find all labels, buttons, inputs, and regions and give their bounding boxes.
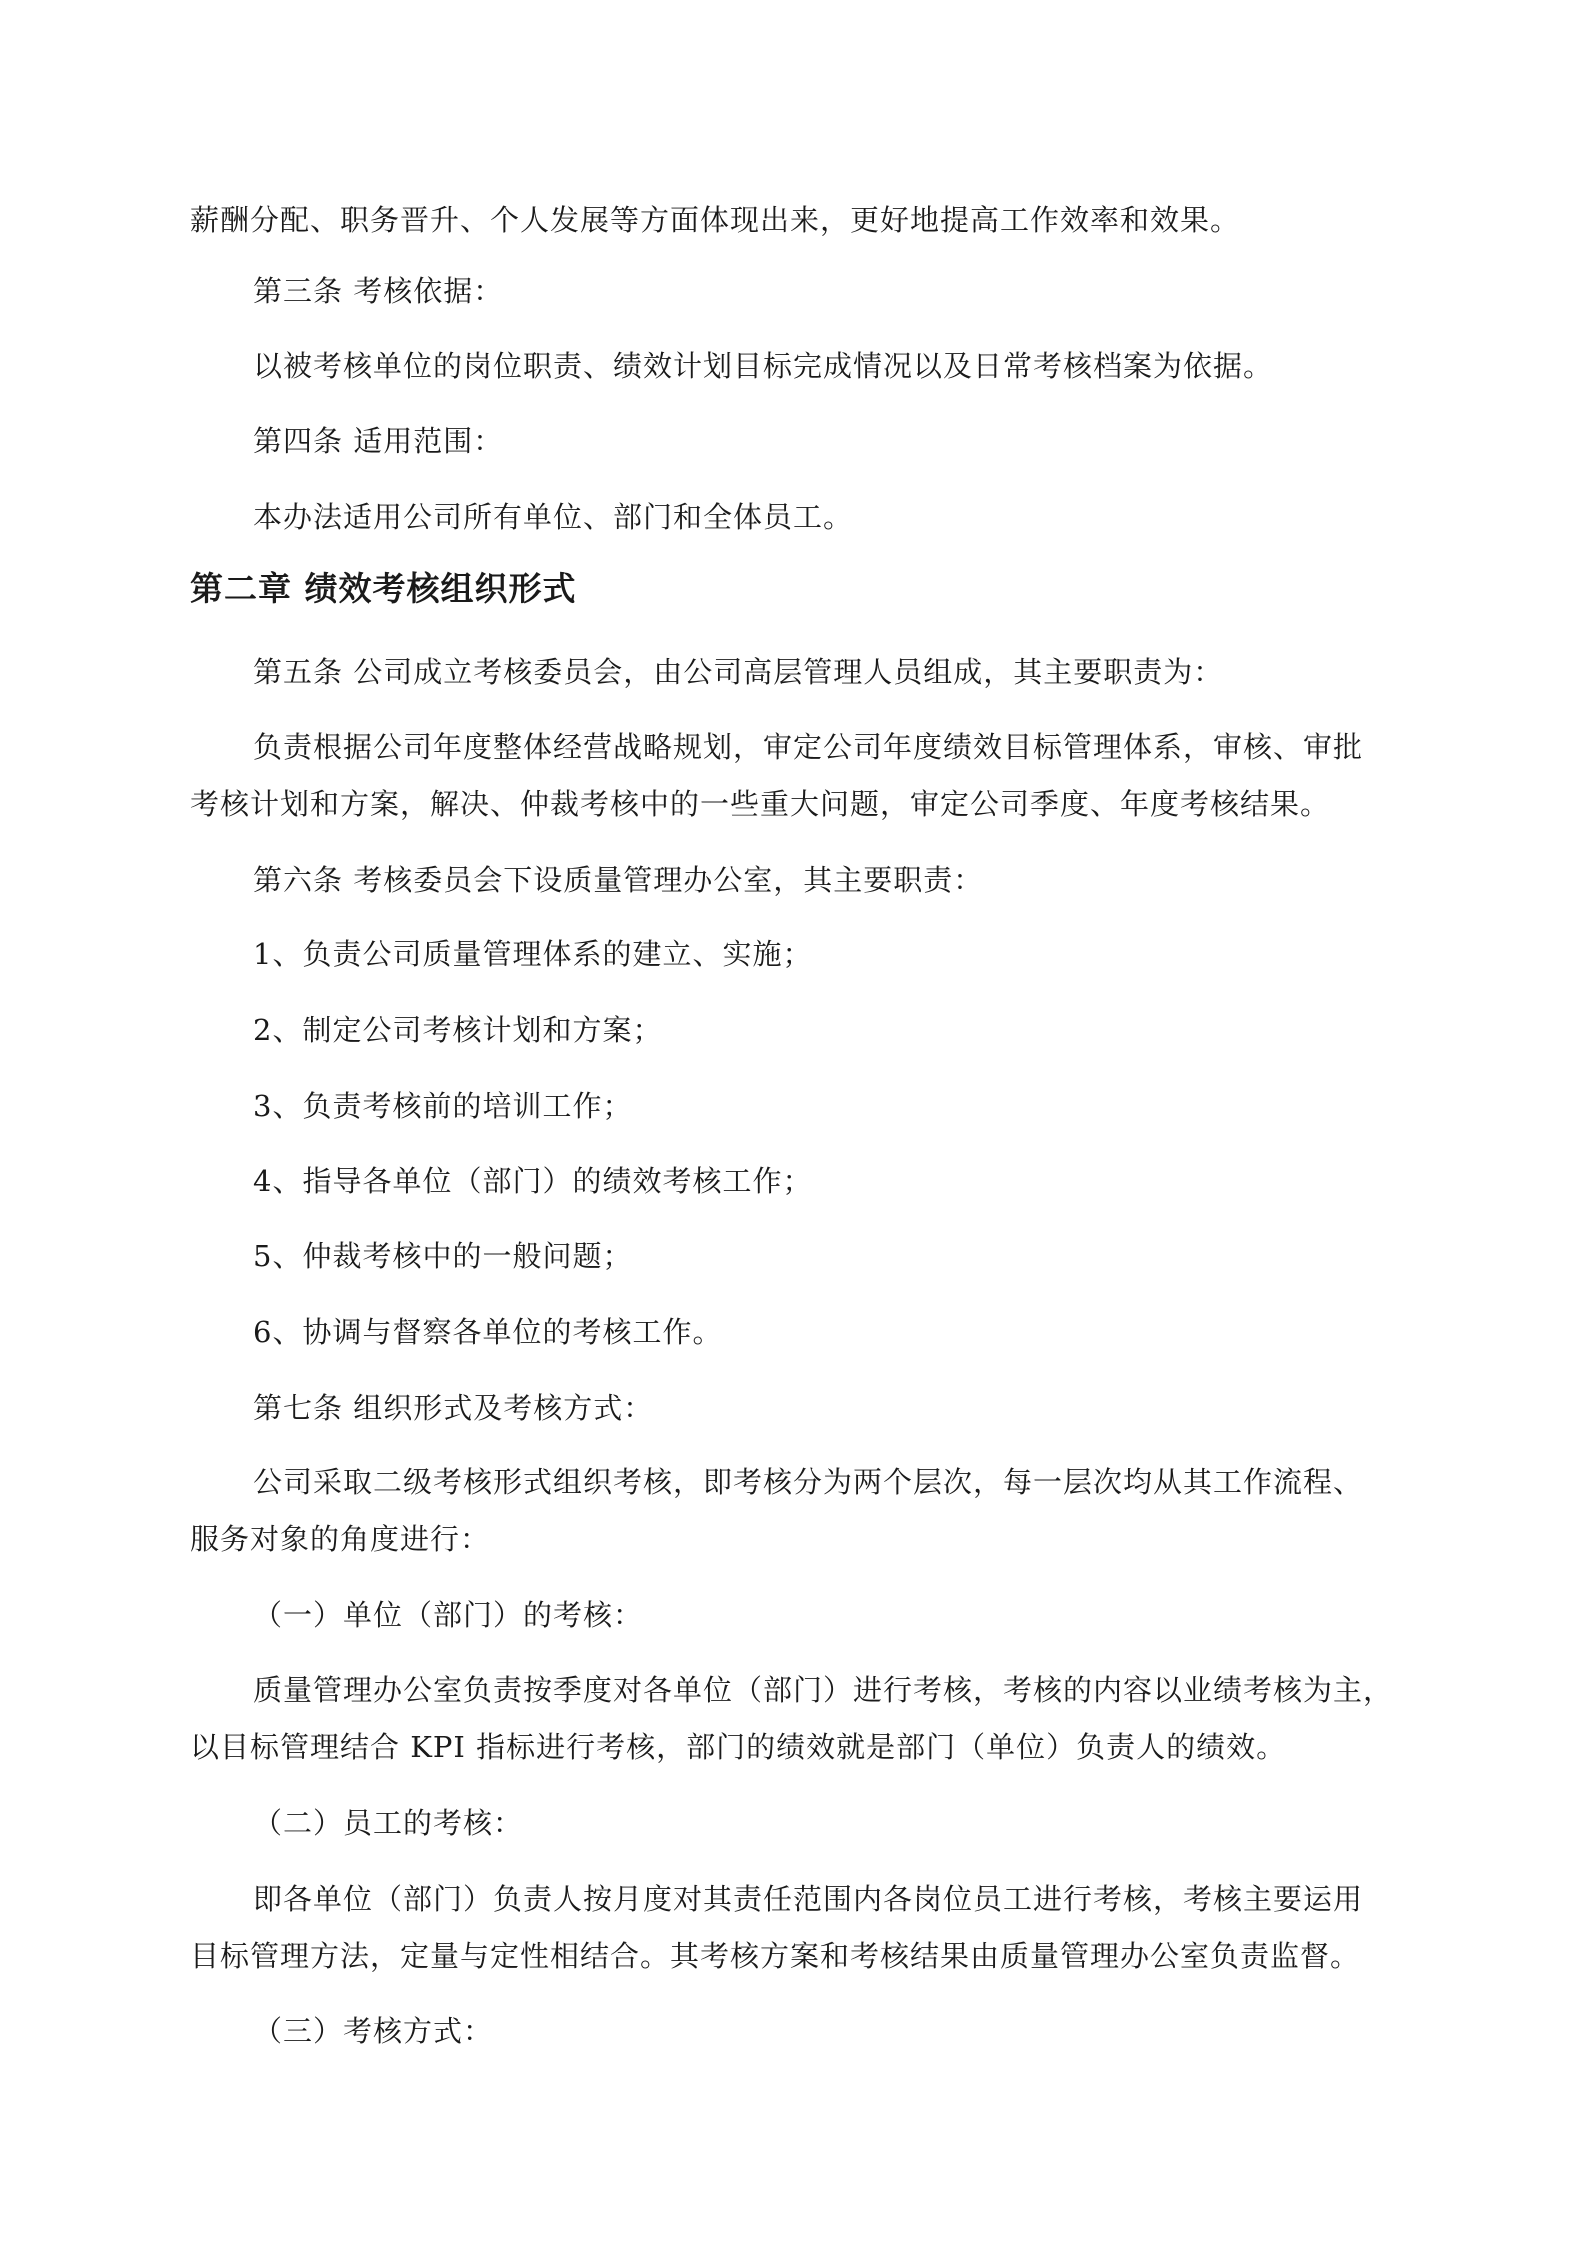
paragraph-line: 目标管理方法，定量与定性相结合。其考核方案和考核结果由质量管理办公室负责监督。 [190,1939,1361,1973]
article-heading: 第四条 适用范围： [253,424,504,458]
paragraph-line: 质量管理办公室负责按季度对各单位（部门）进行考核，考核的内容以业绩考核为主， [253,1673,1394,1707]
list-item: 3、负责考核前的培训工作； [253,1089,633,1123]
paragraph-line: 公司采取二级考核形式组织考核，即考核分为两个层次，每一层次均从其工作流程、 [253,1465,1364,1499]
section-heading: （二）员工的考核： [253,1806,524,1840]
paragraph-line: 薪酬分配、职务晋升、个人发展等方面体现出来，更好地提高工作效率和效果。 [190,203,1241,237]
paragraph-line: 本办法适用公司所有单位、部门和全体员工。 [253,500,854,534]
paragraph-line: 负责根据公司年度整体经营战略规划，审定公司年度绩效目标管理体系，审核、审批 [253,730,1364,764]
paragraph-line: 以被考核单位的岗位职责、绩效计划目标完成情况以及日常考核档案为依据。 [253,349,1274,383]
list-item: 1、负责公司质量管理体系的建立、实施； [253,937,813,971]
paragraph-line: 考核计划和方案，解决、仲裁考核中的一些重大问题，审定公司季度、年度考核结果。 [190,787,1331,821]
list-item: 4、指导各单位（部门）的绩效考核工作； [253,1164,813,1198]
section-heading: （三）考核方式： [253,2014,494,2048]
chapter-heading: 第二章 绩效考核组织形式 [190,569,577,608]
paragraph-line: 以目标管理结合 KPI 指标进行考核，部门的绩效就是部门（单位）负责人的绩效。 [190,1730,1287,1764]
article-heading: 第六条 考核委员会下设质量管理办公室，其主要职责： [253,863,984,897]
article-heading: 第五条 公司成立考核委员会，由公司高层管理人员组成，其主要职责为： [253,655,1224,689]
article-heading: 第七条 组织形式及考核方式： [253,1391,654,1425]
paragraph-line: 服务对象的角度进行： [190,1522,491,1556]
section-heading: （一）单位（部门）的考核： [253,1598,644,1632]
list-item: 2、制定公司考核计划和方案； [253,1013,663,1047]
paragraph-line: 即各单位（部门）负责人按月度对其责任范围内各岗位员工进行考核，考核主要运用 [253,1882,1364,1916]
list-item: 5、仲裁考核中的一般问题； [253,1239,633,1273]
article-heading: 第三条 考核依据： [253,274,504,308]
list-item: 6、协调与督察各单位的考核工作。 [253,1315,723,1349]
